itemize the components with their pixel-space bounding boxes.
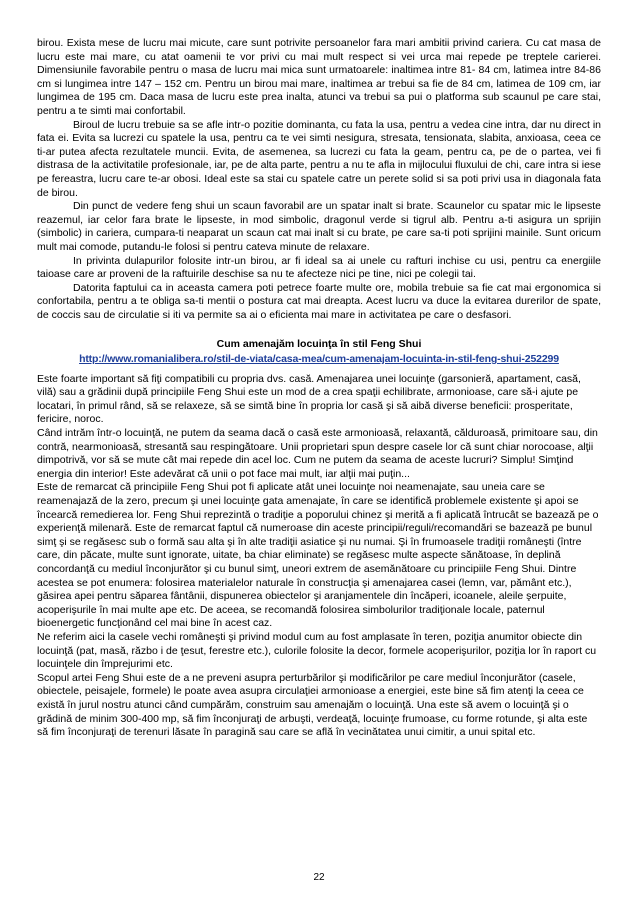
- paragraph-intro: Este foarte important să fiţi compatibili cu propria dvs. casă. Amenajarea unei locuinţe (garsonieră, apartament, casă, vilă) sau a grădinii după principiile Feng Shui este un mod de a crea spaţii echilibrate, armonioase, care să-i ajute pe locatari, în primul rând, să se relaxeze, să se simtă bine în propria lor casă şi să aibă diverse beneficii: prosperitate, fericire, noroc.: [37, 372, 581, 426]
- office-furniture-section: [37, 37, 601, 322]
- paragraph-chair: Din punct de vedere feng shui un scaun favorabil are un spatar inalt si brate. Scaunelor cu spatar mic le lipseste reazemul, iar celor fara brate le lipseste, in mod simbolic, dragonul verde si tigrul alb. Pentru a-ti asigura un sprijin (simbolic) in cariera, cumpara-ti neaparat un scaun cat mai inalt si cu brate, pe care sa-ti poti sprijini mainile. Sunt oricum mult mai comode, putandu-le folosi si pentru cateva minute de relaxare.: [37, 200, 601, 253]
- paragraph-ergonomics: Datorita faptului ca in aceasta camera poti petrece foarte multe ore, mobila trebuie sa fie cat mai ergonomica si confortabila, pentru a te obliga sa-ti mentii o postura cat mai dreapta. Acest lucru va duce la evitarea durerilor de spate, de coccis sau de circulatie si iti va permite sa ai o eficienta mai mare in activitatea pe care o desfasori.: [37, 281, 601, 321]
- paragraph-purpose: Scopul artei Feng Shui este de a ne preveni asupra perturbărilor şi modificărilor pe care mediul înconjurător (casele, obiectele, peisajele, formele) le poate avea asupra circulaţiei armonioase a energiei, este bine să fim atenţi la ceea ce există în jurul nostru atunci când cumpărăm, construim sau amenajăm o locuinţă. Una este să avem o locuinţă şi o grădină de minim 300-400 mp, să fim înconjuraţi de arbuşti, verdeaţă, locuinţe frumoase, cu forme rotunde, şi alta este să fim înconjuraţi de terenuri lăsate în paragină sau care se află în vecinătatea unui cimitir, a unui spital etc.: [37, 671, 588, 739]
- paragraph-desk-size: birou. Exista mese de lucru mai micute, care sunt potrivite persoanelor fara mari ambitii privind cariera. Cu cat masa de lucru este mai mare, cu atat oamenii te vor privi cu mai mult respect si vei urca mai repede pe treptele carierei. Dimensiunile favorabile pentru o masa de lucru mai mica sunt urmatoarele: inaltimea intre 81- 84 cm, latimea intre 84-86 cm si lungimea intre 147 – 152 cm. Pentru un birou mai mare, inaltimea ar trebui sa fie de 84 cm, latimea de 109 cm, iar lungimea de 195 cm. Daca masa de lucru este prea inalta, atunci va trebui sa pui o platforma sub scaunul pe care stai, pentru a te simti mai confortabil.: [37, 37, 601, 117]
- feng-shui-home-section: [37, 373, 601, 740]
- paragraph-entering-home: Când intrăm într-o locuinţă, ne putem da seama dacă o casă este armonioasă, relaxantă, călduroasă, primitoare sau, din contră, nearmonioasă, stresantă sau respingătoare. Unii proprietari spun despre casele lor că sunt chiar norocoase, alţii dimpotrivă, vor să se mute cât mai repede din acel loc. Cum ne putem da seama de aceste lucruri? Simplu! Simţind energia din interior! Este adevărat că unii o pot face mai mult, iar alţii mai puţin...: [37, 427, 598, 480]
- paragraph-principles: Este de remarcat că principiile Feng Shui pot fi aplicate atât unei locuinţe noi neamenajate, sau uneia care se reamenajază de la zero, precum şi unei locuinţe gata amenajate, în care se identifică problemele existente şi apoi se încearcă remedierea lor. Feng Shui reprezintă o tradiţie a poporului chinez şi merită a fi aplicată întrucât se bazează pe o experienţă milenară. Este de remarcat faptul că numeroase din aceste principii/reguli/recomandări se bazează pe bunul simţ şi se regăsesc sub o formă sau alta şi în alte tradiţii asiatice şi nu numai. Şi în frumoasele tradiţii româneşti (între care, din păcate, multe sunt ignorate, uitate, ba chiar eliminate) se regăsesc multe aspecte sănătoase, în deplină concordanţă cu mediul înconjurător şi cu bunul simţ, uneori extrem de asemănătoare cu principiile Feng Shui. Dintre acestea se pot enumera: folosirea materialelor naturale în construcţia şi amenajarea casei (lemn, var, pământ etc.), găsirea apei pentru săparea fântânii, dispunerea obiectelor şi aranjamentele din încăperi, icoanele, aleile şerpuite, acoperişurile în mai multe ape etc. De aceea, se recomandă folosirea simbolurilor tradiţionale locale, paternul bioenergetic funcţionând cel mai bine în acest caz.: [37, 481, 599, 630]
- document-page: [37, 37, 601, 740]
- source-link[interactable]: http://www.romanialibera.ro/stil-de-viata/casa-mea/cum-amenajam-locuinta-in-stil-feng-shui-252299: [79, 353, 559, 366]
- paragraph-old-houses: Ne referim aici la casele vechi româneşti şi privind modul cum au fost amplasate în teren, poziţia anumitor obiecte din locuinţă (pat, masă, războ i de ţesut, ferestre etc.), culorile folosite la decor, formele acoperişurilor, poziţia lor în raport cu locuinţele din împrejurimi etc.: [37, 630, 597, 671]
- page-number: 22: [313, 872, 325, 883]
- paragraph-cabinets: In privinta dulapurilor folosite intr-un birou, ar fi ideal sa ai unele cu rafturi inchise cu usi, pentru ca energiile taioase care ar proveni de la raftuirile deschise sa nu te afecteze nici pe tine, nici pe colegii tai.: [37, 254, 601, 281]
- paragraph-desk-position: Biroul de lucru trebuie sa se afle intr-o pozitie dominanta, cu fata la usa, pentru a vedea cine intra, dar nu direct in fata ei. Evita sa lucrezi cu spatele la usa, pentru ca te vei simti nesigura, stresata, tensionata, slabita, anxioasa, ceea ce ti-ar putea afecta rezultatele muncii. Evita, de asemenea, sa lucrezi cu fata la geam, pentru ca, pe de o partea, vei fi distrasa de la activitatile profesionale, iar, pe de alta parte, pentru a nu te afla in mijlocului fluxului de chi, care intra si iese pe fereastra, lucru care te-ar obosi. Ideal este sa stai cu spatele catre un perete solid si sa poti privi usa in diagonala fata de birou.: [37, 118, 601, 199]
- section-title: Cum amenajăm locuinţa în stil Feng Shui: [216, 338, 422, 351]
